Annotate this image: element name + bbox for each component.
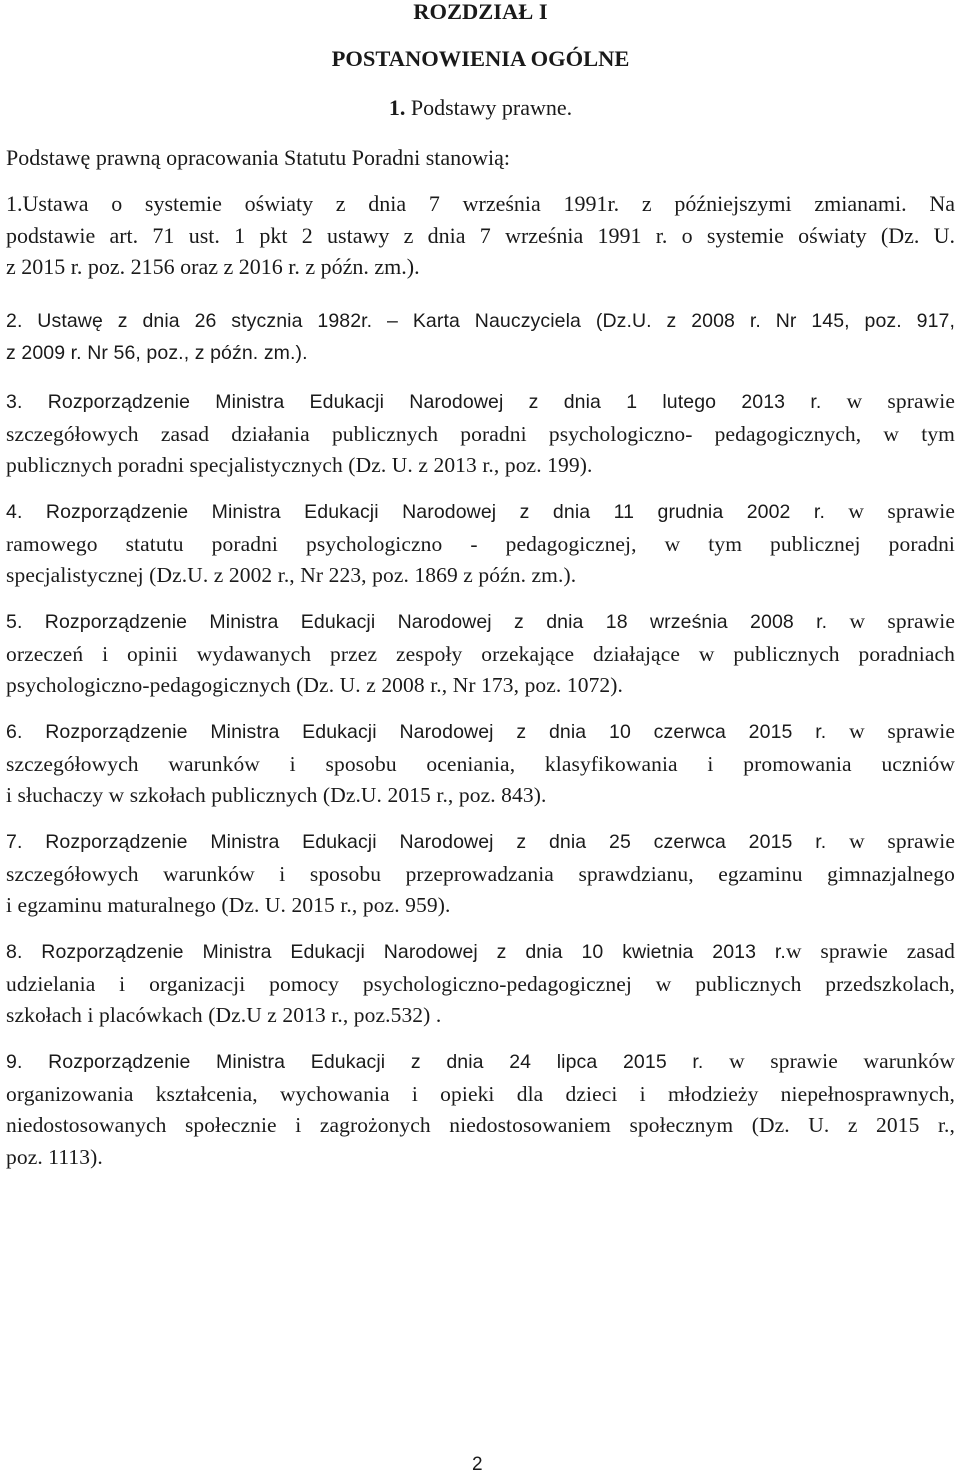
item-line-text: 3. Rozporządzenie Ministra Edukacji Narodowej z dnia 1 lutego 2013 r. (6, 391, 822, 413)
item-tail: w sprawie (849, 609, 955, 633)
item-line: ramowego statutu poradni psychologiczno - pedagogicznej, w tym publicznej poradni (6, 531, 955, 556)
item-tail: w sprawie (848, 499, 955, 523)
section-title: Podstawy prawne. (410, 95, 573, 120)
item-tail: w sprawie warunków (729, 1049, 955, 1073)
item-line (6, 386, 955, 419)
item-line: niedostosowanych społecznie i zagrożonych niedostosowaniem społecznym (Dz. U. z 2015 r., (6, 1113, 955, 1137)
item-line: 1.Ustawa o systemie oświaty z dnia 7 września 1991r. z późniejszymi zmianami. Na (6, 191, 955, 216)
item-line: organizowania kształcenia, wychowania i opieki dla dzieci i młodzieży niepełnosprawnych, (6, 1081, 955, 1106)
page-number: 2 (472, 1454, 483, 1475)
item-line: z 2015 r. poz. 2156 oraz z 2016 r. z późn. zm.). (6, 254, 420, 279)
item-line-text: 5. Rozporządzenie Ministra Edukacji Narodowej z dnia 18 września 2008 r. (6, 611, 828, 633)
item-line (6, 606, 955, 639)
item-line: psychologiczno-pedagogicznych (Dz. U. z 2008 r., Nr 173, poz. 1072). (6, 673, 623, 697)
item-line-text: 9. Rozporządzenie Ministra Edukacji z dnia 24 lipca 2015 r. (6, 1051, 704, 1073)
item-line: szczegółowych warunków i sposobu przeprowadzania sprawdzianu, egzaminu gimnazjalnego (6, 861, 955, 886)
legal-basis-item-6 (6, 716, 955, 812)
item-line-text: 4. Rozporządzenie Ministra Edukacji Narodowej z dnia 11 grudnia 2002 r. (6, 501, 825, 523)
legal-basis-item-8 (6, 936, 955, 1032)
item-tail: w sprawie (849, 719, 955, 743)
item-line: poz. 1113). (6, 1144, 103, 1169)
chapter-title: POSTANOWIENIA OGÓLNE (331, 46, 630, 71)
item-line: i egzaminu maturalnego (Dz. U. 2015 r., poz. 959). (6, 893, 451, 917)
item-line: z 2009 r. Nr 56, poz., z późn. zm.). (6, 341, 308, 364)
intro-paragraph: Podstawę prawną opracowania Statutu Poradni stanowią: (6, 145, 511, 170)
legal-basis-item-2 (6, 306, 955, 369)
item-line: udzielania i organizacji pomocy psychologiczno-pedagogicznej w publicznych przedszkolach, (6, 971, 955, 996)
legal-basis-item-1 (6, 188, 955, 283)
item-line-text: 6. Rozporządzenie Ministra Edukacji Narodowej z dnia 10 czerwca 2015 r. (6, 721, 827, 743)
legal-basis-item-7 (6, 826, 955, 922)
item-line (6, 826, 955, 859)
item-line-text: 8. Rozporządzenie Ministra Edukacji Narodowej z dnia 10 kwietnia 2013 r. (6, 941, 786, 963)
item-line: orzeczeń i opinii wydawanych przez zespoły orzekające działające w publicznych poradniach (6, 641, 955, 666)
section-heading (6, 96, 955, 120)
item-line: szkołach i placówkach (Dz.U z 2013 r., poz.532) . (6, 1003, 442, 1027)
item-line (6, 716, 955, 749)
item-line: publicznych poradni specjalistycznych (Dz. U. z 2013 r., poz. 199). (6, 453, 593, 477)
chapter-number: ROZDZIAŁ I (413, 0, 548, 24)
item-tail: w sprawie (849, 829, 955, 853)
item-line: i słuchaczy w szkołach publicznych (Dz.U. 2015 r., poz. 843). (6, 783, 547, 807)
item-line: szczegółowych zasad działania publicznych poradni psychologiczno- pedagogicznych, w tym (6, 421, 955, 446)
item-tail: w sprawie zasad (785, 939, 955, 963)
item-line: specjalistycznej (Dz.U. z 2002 r., Nr 223, poz. 1869 z późn. zm.). (6, 563, 577, 587)
item-line-text: 7. Rozporządzenie Ministra Edukacji Narodowej z dnia 25 czerwca 2015 r. (6, 831, 827, 853)
item-line: szczegółowych warunków i sposobu oceniania, klasyfikowania i promowania uczniów (6, 751, 955, 776)
item-tail: w sprawie (846, 389, 955, 413)
item-line (6, 936, 955, 969)
legal-basis-item-5 (6, 606, 955, 702)
item-line: 2. Ustawę z dnia 26 stycznia 1982r. – Karta Nauczyciela (Dz.U. z 2008 r. Nr 145, poz. 917, (6, 310, 955, 332)
legal-basis-item-3 (6, 386, 955, 482)
item-line (6, 1046, 955, 1079)
section-number: 1. (388, 95, 406, 120)
item-line (6, 496, 955, 529)
legal-basis-item-4 (6, 496, 955, 592)
legal-basis-item-9 (6, 1046, 955, 1173)
item-line: podstawie art. 71 ust. 1 pkt 2 ustawy z dnia 7 września 1991 r. o systemie oświaty (Dz. U. (6, 222, 955, 248)
